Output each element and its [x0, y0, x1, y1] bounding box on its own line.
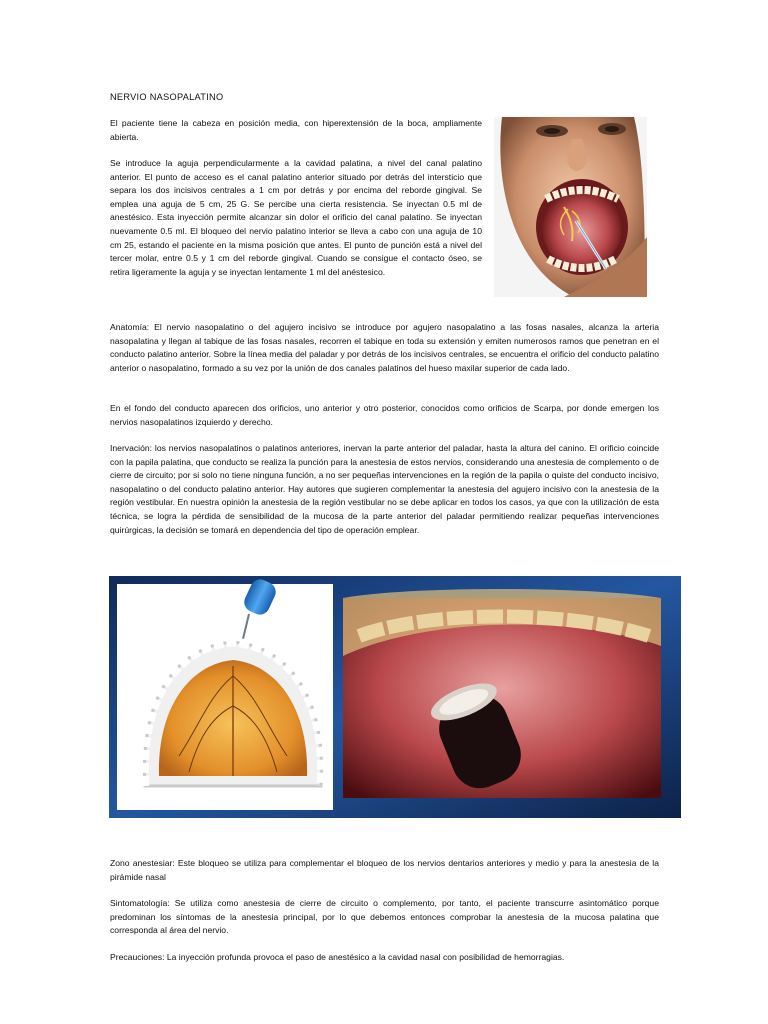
procedure-paragraph: Se introduce la aguja perpendicularmente a la cavidad palatina, a nivel del canal palatino anterior. El punto de acceso es el canal palatino anterior situado por detrás del intersticio que separa los dos incisivos centrales a 1 cm por detrás y por encima del reborde gingival. Se emplea una aguja de 5 cm, 25 G. Se percibe una cierta resistencia. Se inyectan 0.5 ml de anestésico. Esta inyección permite alcanzar sin dolor el orificio del canal palatino. Se inyectan nuevamente 0.5 ml. El bloqueo del nervio palatino interior se lleva a cabo con una aguja de 10 cm 25, estando el paciente en la misma posición que antes. El punto de punción está a nivel del tercer molar, entre 0.5 y 1 cm del reborde gingival. Cuando se consigue el contacto óseo, se retira ligeramente la aguja y se inyectan lentamente 1 ml del anéstesico.: [110, 158, 482, 277]
patient-face-illustration: [494, 117, 647, 297]
palate-injection-figure: [109, 576, 681, 818]
palate-figure-svg: [109, 576, 681, 818]
anatomy-paragraph: Anatomía: El nervio nasopalatino o del agujero incisivo se introduce por agujero nasopalatino a las fosas nasales, alcanza la arteria nasopalatina y llegan al tabique de las fosas nasales, recorren el tabique en toda su extensión y emiten numerosos ramos que penetran en el conducto palatino anterior. Sobre la línea media del paladar y por detrás de los incisivos centrales, se encuentra el orificio del conducto palatino anterior o nasopalatino, formado a su vez por la unión de dos canales palatinos del hueso maxilar superior de cada lado.: [110, 322, 659, 373]
precautions-paragraph: Precauciones: La inyección profunda provoca el paso de anestésico a la cavidad nasal con posibilidad de hemorragias.: [110, 952, 565, 962]
symptoms-paragraph: Sintomatología: Se utiliza como anestesia de cierre de circuito o complemento, por tanto, el paciente transcurre asintomático porque predominan los síntomas de la anestesia principal, por lo que debemos entonces comprobar la anestesia de la mucosa palatina que corresponda al área del nervio.: [110, 898, 659, 936]
zone-paragraph: Zono anestesiar: Este bloqueo se utiliza para complementar el bloqueo de los nervios dentarios anteriores y medio y para la anestesia de la pirámide nasal: [110, 858, 659, 882]
page-title: NERVIO NASOPALATINO: [110, 92, 224, 102]
scarpa-paragraph: En el fondo del conducto aparecen dos orificios, uno anterior y otro posterior, conocidos como orificios de Scarpa, por donde emergen los nervios nasopalatinos izquierdo y derecho.: [110, 403, 659, 427]
intro-paragraph: El paciente tiene la cabeza en posición media, con hiperextensión de la boca, ampliamente abierta.: [110, 118, 482, 142]
face-illustration-svg: [494, 117, 647, 297]
innervation-paragraph: Inervación: los nervios nasopalatinos o palatinos anteriores, inervan la parte anterior del paladar, hasta la altura del canino. El orificio coincide con la papila palatina, que conducto se realiza la punción para la anestesia de estos nervios, considerando una anestesia de complemento o de cierre de circuito; por si solo no tiene ninguna función, a no ser pequeñas intervenciones en la región de la papila o quiste del conducto incisivo, nasopalatino o del conducto palatino anterior. Hay autores que sugieren complementar la anestesia del agujero incisivo con la anestesia de la región vestibular. En nuestra opinión la anestesia de la región vestibular no se debe aplicar en todos los casos, ya que con la utilización de esta técnica, se logra la pérdida de sensibilidad de la mucosa de la parte anterior del paladar permitiendo realizar pequeñas intervenciones quirúrgicas, la decisión se tomará en dependencia del tipo de operación emplear.: [110, 443, 659, 535]
